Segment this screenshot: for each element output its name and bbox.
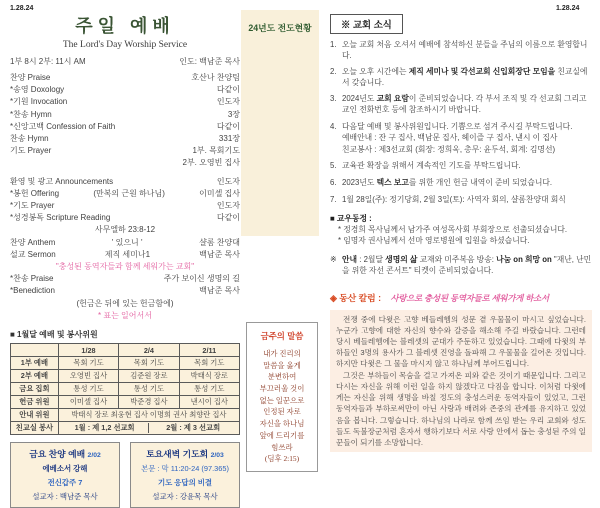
duty-table-header-cell: 2/4 xyxy=(119,344,179,357)
order-item-value: 다같이 xyxy=(216,213,240,223)
notice-body xyxy=(342,255,592,277)
order-item-value: 331장 xyxy=(218,134,240,144)
table-row xyxy=(11,370,240,383)
service-time: 1부 8시 2부: 11시 AM xyxy=(10,57,86,66)
order-row xyxy=(10,212,240,224)
order-item-value: 샬롬 찬양대 xyxy=(199,237,240,247)
table-cell: 목회 기도 xyxy=(58,357,118,370)
news-item-body xyxy=(342,67,592,88)
friday-box-line1: 에베소서 강해 xyxy=(42,464,88,474)
news-item-line xyxy=(342,94,592,115)
news-item xyxy=(330,40,592,61)
order-item-mid xyxy=(115,121,217,133)
fellowship-item: * 정경희 목사님께서 남가주 여성목사회 부회장으로 선출되셨습니다. xyxy=(338,225,568,235)
order-row xyxy=(10,72,240,84)
table-cell: 목회 기도 xyxy=(119,357,179,370)
friday-box-line2: 전신갑주 7 xyxy=(47,478,83,488)
saturday-box-date: 2/03 xyxy=(210,452,224,460)
page-title: 주일 예배 xyxy=(75,16,175,36)
news-item-number: 1. xyxy=(330,40,337,49)
order-item-label: *기원 Invocation xyxy=(10,97,68,107)
order-item-mid xyxy=(49,133,219,145)
order-item-value: 다같이 xyxy=(216,85,240,95)
news-item-number: 3. xyxy=(330,94,337,104)
column-paragraph: 전쟁 중에 다윗은 고향 베들레헴의 성문 곁 우물물이 마시고 싶었습니다. 누군가 고향에 대한 자신의 향수와 갈증을 해소해 주길 바랐습니다. 그런데 당시 베들레헴에는 블레셋의 군대가 주둔하고 있었습니다. 그때에 다윗의 부하들인 3명의 용사가 그 블레셋 진영을 돌파해 그 우물물을 길어온 것입니다. 하지만 다윗은 그 물을 마시지 않고 하나님께 부어드립니다. xyxy=(336,314,586,369)
order-item-label: 설교 Sermon xyxy=(10,249,56,259)
order-item-value: 백남준 목사 xyxy=(199,249,240,259)
news-item-body xyxy=(342,40,592,61)
order-item-value: 주가 보이신 생명의 길 xyxy=(163,274,240,284)
friday-worship-box xyxy=(10,442,120,508)
order-item-label: *신앙고백 Confession of Faith xyxy=(10,121,116,131)
order-row xyxy=(10,273,240,285)
center-fold-strip xyxy=(241,10,319,236)
verse-line: 앞에 드리기를 xyxy=(259,430,305,440)
service-leader: 인도: 백남준 목사 xyxy=(179,57,240,66)
order-row xyxy=(10,157,240,169)
duty-row-label: 2부 예배 xyxy=(11,370,59,383)
order-row xyxy=(10,109,240,121)
order-item-value: 인도자 xyxy=(216,97,240,107)
order-row xyxy=(10,145,240,157)
verse-line: 내가 진리의 xyxy=(263,349,301,358)
column-paragraph: 그것은 부하들이 목숨을 걸고 가져온 피와 같은 것이기 때문입니다. 그리고 다시는 자신을 위해 이런 일을 하지 않겠다고 다짐을 합니다. 이처럼 다윗에게는 자신을 위해 생명을 바칠 정도의 충성스러운 동역자들이 있었고, 그런 동역자들과 부하로써만이 아닌 사랑과 배려와 존중의 관계를 유지하고 있었음을 봅니다. 그렇습니다. 하나님의 나라로 함께 쓰임 받는 우리 교회와 성도들도 독불장군처럼 혼자서 행하기보다 서로 사랑 안에서 돕는 충성된 주의 일꾼들이 되기를 소망합니다. xyxy=(336,370,586,448)
news-item-number: 4. xyxy=(330,121,337,131)
order-item-mid xyxy=(10,157,183,169)
duty-table-caption: ■ 1월달 예배 및 봉사위원 xyxy=(10,330,98,340)
news-item xyxy=(330,94,592,115)
news-text-segment: 교회 요람 xyxy=(376,94,409,104)
duty-row-label: 안내 위원 xyxy=(11,409,59,422)
news-text-segment: 친교실에서 갖습니다. xyxy=(342,67,588,87)
news-item-line xyxy=(342,161,592,172)
duty-row-label: 친교실 봉사 xyxy=(11,422,59,435)
order-center-line: (헌금은 뒤에 있는 헌금함에) xyxy=(76,298,174,308)
order-item-label: *송영 Doxology xyxy=(10,85,65,95)
table-row xyxy=(11,422,240,435)
order-item-value: 2부. 오영빈 집사 xyxy=(182,158,240,168)
duty-row-label: 헌금 위원 xyxy=(11,396,59,409)
verse-line: 힘쓰라 xyxy=(271,442,293,452)
news-text-segment: 텍스 보고 xyxy=(376,177,409,187)
table-cell: 목회 기도 xyxy=(179,357,239,370)
service-order xyxy=(10,72,240,322)
news-item-body xyxy=(342,94,592,115)
news-text-segment: 이 준비되었습니다. 각 부서 조직 및 각 선교회 그리고 교인 전화번호 등에 참조하시기 바랍니다. xyxy=(342,94,587,114)
news-text-segment: 제직 세미나 및 각선교회 신입회장단 모임을 xyxy=(408,67,556,77)
news-page xyxy=(330,14,592,452)
order-item-value: 1부. 목회기도 xyxy=(192,146,240,156)
table-row xyxy=(11,383,240,396)
news-text-segment: 1월 28일(주): 정기당회, 2월 3일(토): 사역자 회의, 샬롬찬양대 회식 xyxy=(342,194,566,204)
order-item-mid xyxy=(52,109,228,121)
news-item xyxy=(330,122,592,156)
news-item-body xyxy=(342,195,592,206)
order-item-mid xyxy=(51,145,192,157)
order-row xyxy=(10,285,240,297)
notice-text-segment: 안내 xyxy=(342,254,358,264)
order-item-value: 호산나 찬양팀 xyxy=(191,73,240,82)
column-title: 사랑으로 충성된 동역자들로 세워가게 하소서 xyxy=(390,292,549,303)
date-stamp-left: 1.28.24 xyxy=(10,5,34,12)
news-item xyxy=(330,161,592,172)
order-item-label: *찬송 Praise xyxy=(10,274,54,284)
column-body xyxy=(330,310,592,453)
order-row xyxy=(10,84,240,96)
saturday-box-title xyxy=(133,447,237,460)
friday-box-title xyxy=(13,447,117,460)
fellowship-item: * 임명자 권사님께서 선마 영로병원에 입원을 하셨습니다. xyxy=(338,236,530,246)
order-item-value: 백남준 목사 xyxy=(199,286,240,296)
weekly-verse-box xyxy=(246,322,318,472)
order-item-value: 다같이 xyxy=(216,121,240,131)
order-row xyxy=(10,96,240,108)
news-text-segment: 다음달 예배 및 봉사위원입니다. 기쁨으로 섬겨 주시길 부탁드립니다. xyxy=(342,121,573,131)
order-item-label: *기도 Prayer xyxy=(10,201,55,211)
news-text-segment: 교육관 확장을 위해서 계속적인 기도를 부탁드립니다. xyxy=(342,161,521,171)
order-item-label: *성경봉독 Scripture Reading xyxy=(10,213,111,223)
table-cell: 낸시이 집사 xyxy=(179,396,239,409)
news-item-body xyxy=(342,122,592,156)
column-head xyxy=(330,288,592,306)
notice-text-segment: 생명의 삶 xyxy=(385,254,418,264)
news-item-subline: 예배안내 : 잔 구 집사, 백남문 집사, 헤이즐 구 집사, 낸시 이 집사 xyxy=(342,133,558,143)
order-item-label: 찬송 Hymn xyxy=(10,134,49,144)
order-center-line: * 표는 일어서서 xyxy=(98,310,152,320)
saturday-box-line1: 본문 : 막 11:20-24 (97.365) xyxy=(141,464,229,474)
friday-box-date: 2/02 xyxy=(87,452,101,460)
worship-subtitle: The Lord's Day Worship Service xyxy=(62,40,188,50)
saturday-box-line2: 기도 응답의 비결 xyxy=(157,478,213,488)
notice-text-segment: 나눔 on 희망 on xyxy=(496,254,552,264)
news-text-segment: 2023년도 xyxy=(342,177,377,187)
news-item-line xyxy=(342,122,592,133)
order-center-line: 사무엘하 23:8-12 xyxy=(94,225,156,235)
church-news-list xyxy=(330,40,592,205)
news-text-segment: 오늘 오후 시간에는 xyxy=(342,67,409,77)
fellowship-news xyxy=(330,213,592,247)
news-text-segment: 2024년도 xyxy=(342,94,377,104)
order-item-value: 인도자 xyxy=(216,176,240,186)
evangelism-status-header: 24년도 전도현황 xyxy=(248,23,312,33)
verse-line: 인정된 자로 xyxy=(263,407,301,417)
order-row xyxy=(10,133,240,145)
order-item-label: 기도 Prayer xyxy=(10,146,52,156)
order-item-label: *봉헌 Offering xyxy=(10,188,60,198)
table-cell: 통성 기도 xyxy=(119,383,179,396)
order-item-label: *찬송 Hymn xyxy=(10,109,52,119)
order-item-mid xyxy=(50,72,191,84)
duty-table-header-row xyxy=(11,344,240,357)
date-stamp-right: 1.28.24 xyxy=(556,5,580,12)
news-text-segment: 오늘 교회 처음 오셔서 예배에 참석하신 분들을 주님의 이름으로 환영합니다. xyxy=(342,40,588,60)
split-cell: 1월 : 제 1,2 선교회 xyxy=(61,423,150,433)
church-news-header: ※ 교회 소식 xyxy=(330,14,403,34)
order-row xyxy=(10,188,240,200)
verse-line: 말씀을 옳게 xyxy=(263,360,301,370)
order-row xyxy=(10,121,240,133)
news-item-body xyxy=(342,178,592,189)
duty-table-header-cell xyxy=(11,344,59,357)
verse-line: 부끄러울 것이 xyxy=(259,384,305,394)
table-cell: 통성 기도 xyxy=(179,383,239,396)
order-item-value: 이미셀 집사 xyxy=(199,188,240,198)
table-row xyxy=(11,357,240,370)
friday-box-line3: 설교자 : 백남준 목사 xyxy=(32,492,98,502)
duty-table xyxy=(10,343,240,435)
news-item xyxy=(330,67,592,88)
fellowship-items xyxy=(330,224,592,247)
news-item-number: 6. xyxy=(330,177,337,187)
news-item-line xyxy=(342,195,592,206)
table-cell-split xyxy=(58,422,239,435)
news-item-number: 2. xyxy=(330,67,337,77)
order-item-label: *Benediction xyxy=(10,286,55,296)
order-item-value: 3장 xyxy=(227,109,240,119)
notice-text-segment: "재난, 난민을 위한 자선 콘서트" 티켓이 준비되었습니다. xyxy=(342,254,592,275)
news-item-line xyxy=(342,178,592,189)
verse-line: 분변하여 xyxy=(267,372,297,382)
order-item-mid xyxy=(67,96,217,108)
duty-table-header-cell: 2/11 xyxy=(179,344,239,357)
weekly-verse-title: 금주의 말씀 xyxy=(260,331,304,341)
verse-line: (딤후 2:15) xyxy=(264,454,300,464)
table-cell: 박준경 집사 xyxy=(119,396,179,409)
verse-line: 없는 일꾼으로 xyxy=(259,395,305,405)
order-item-mid: 제직 세미나1 xyxy=(104,249,151,259)
order-item-mid xyxy=(55,285,199,297)
notice-text-segment: : 2월달 xyxy=(357,254,386,264)
news-item-line xyxy=(342,40,592,61)
order-center-line: "충성된 동역자들과 함께 세워가는 교회" xyxy=(55,262,195,272)
order-row xyxy=(10,176,240,188)
table-cell: 통성 기도 xyxy=(58,383,118,396)
saturday-prayer-box xyxy=(130,442,240,508)
table-cell: 오영빈 집사 xyxy=(58,370,118,383)
news-item-line xyxy=(342,67,592,88)
order-item-mid xyxy=(54,200,216,212)
order-item-mid: ' 있으니 ' xyxy=(111,237,143,247)
order-item-mid xyxy=(53,273,163,285)
news-item-number: 5. xyxy=(330,161,337,171)
news-item-subline: 친교봉사 : 제3선교회 (회장: 정희욱, 총무: 윤두석, 회계: 김명선) xyxy=(342,144,556,154)
worship-page xyxy=(10,12,240,508)
column-header: ◈ 동산 칼럼 : xyxy=(330,292,382,303)
saturday-box-line3: 설교자 : 강윤목 목사 xyxy=(152,492,218,502)
duty-table-header-cell: 1/28 xyxy=(58,344,118,357)
duty-row-label: 금요 집회 xyxy=(11,383,59,396)
friday-box-title-text: 금요 찬양 예배 xyxy=(29,449,86,460)
order-item-label: 찬양 Praise xyxy=(10,73,51,82)
fellowship-header: ■ 교우동정 : xyxy=(330,214,372,224)
news-item-body xyxy=(342,161,592,172)
duty-row-label: 1부 예배 xyxy=(11,357,59,370)
order-row xyxy=(10,249,240,261)
order-item-mid xyxy=(64,84,217,96)
news-item-number: 7. xyxy=(330,194,337,204)
duty-table-wrap xyxy=(10,343,240,435)
order-row xyxy=(10,200,240,212)
order-item-label: 찬양 Anthem xyxy=(10,237,56,247)
table-cell-span: 박태식 장로 최웅현 집사 이명희 권사 최향란 집사 xyxy=(58,409,239,422)
notice-line xyxy=(330,255,592,277)
split-cells xyxy=(61,423,237,433)
news-item xyxy=(330,178,592,189)
table-cell: 김준원 장로 xyxy=(119,370,179,383)
order-item-value: 인도자 xyxy=(216,201,240,211)
table-row xyxy=(11,396,240,409)
verse-line: 자신을 하나님 xyxy=(259,419,305,429)
table-cell: 박태식 장로 xyxy=(179,370,239,383)
table-cell: 이미셀 집사 xyxy=(58,396,118,409)
order-item-mid xyxy=(110,212,217,224)
order-row xyxy=(10,237,240,249)
news-text-segment: 를 위한 개인 헌금 내역이 준비 되었습니다. xyxy=(408,177,553,187)
event-boxes xyxy=(10,442,240,508)
notice-text-segment: 교재와 미주복음 방송: xyxy=(417,254,497,264)
order-item-label: 환영 및 광고 Announcements xyxy=(10,176,114,186)
service-time-row xyxy=(10,56,240,67)
notice-marker: ※ xyxy=(330,254,337,264)
order-item-mid xyxy=(113,176,217,188)
split-cell: 2월 : 제 3 선교회 xyxy=(166,423,221,433)
news-item xyxy=(330,195,592,206)
weekly-verse-lines xyxy=(249,348,315,465)
order-item-mid: (만복의 근원 하나님) xyxy=(93,188,165,198)
saturday-box-title-text: 토요새벽 기도회 xyxy=(146,449,209,460)
table-row xyxy=(11,409,240,422)
